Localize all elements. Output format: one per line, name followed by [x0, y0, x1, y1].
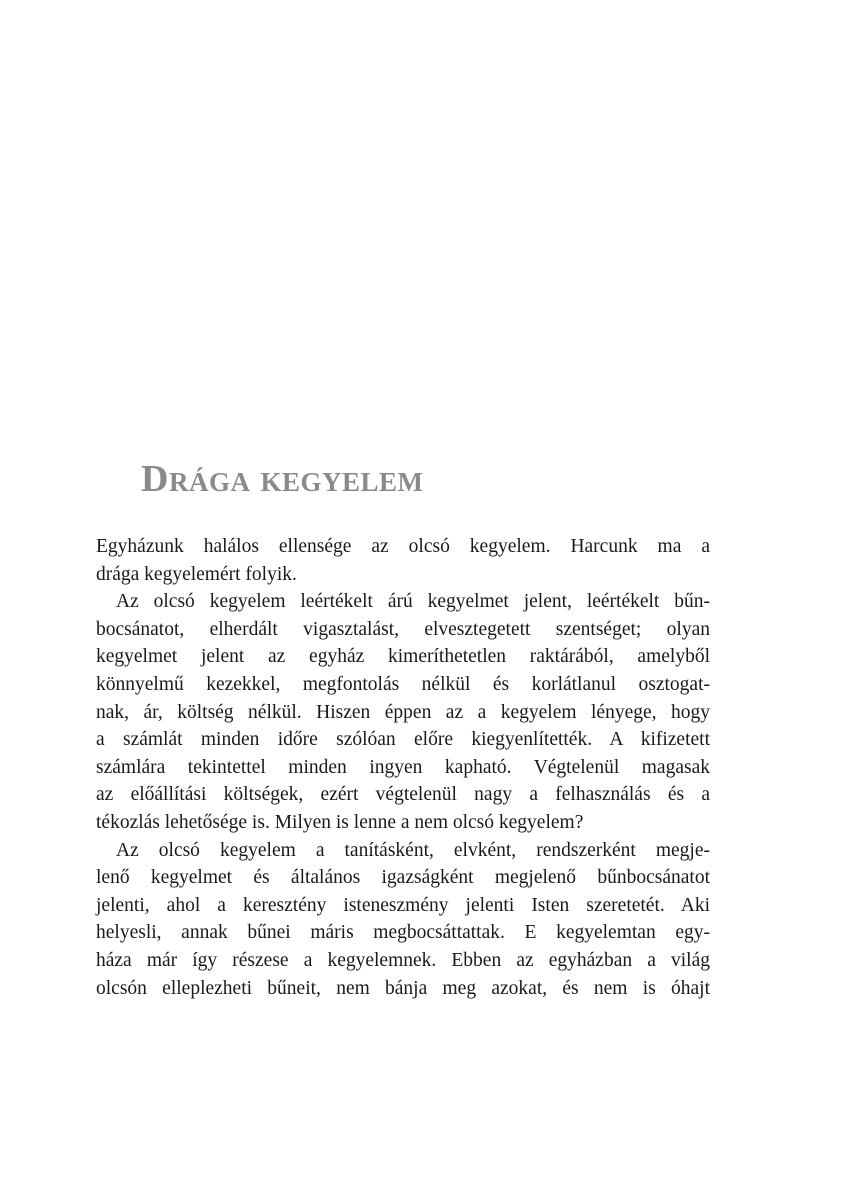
body-text: [96, 533, 710, 1002]
chapter-title: Drága kegyelem: [141, 458, 424, 500]
text-line: az előállítási költségek, ezért végtelenül nagy a felhasználás és a: [96, 784, 710, 806]
text-line: lenő kegyelmet és általános igazságként megjelenő bűnbocsánatot: [96, 867, 710, 889]
text-line: a számlát minden időre szólóan előre kiegyenlítették. A kifizetett: [96, 729, 710, 751]
text-line: Egyházunk halálos ellensége az olcsó kegyelem. Harcunk ma a: [96, 536, 710, 557]
text-line: kegyelmet jelent az egyház kimeríthetetlen raktárából, amelyből: [96, 646, 710, 668]
text-line: jelenti, ahol a keresztény isteneszmény jelenti Isten szeretetét. Aki: [96, 894, 710, 916]
text-line: drága kegyelemért folyik.: [96, 563, 297, 585]
text-line: Az olcsó kegyelem a tanításként, elvként, rendszerként megje-: [116, 839, 710, 861]
text-line: tékozlás lehetősége is. Milyen is lenne a nem olcsó kegyelem?: [96, 811, 584, 833]
text-line: számlára tekintettel minden ingyen kapható. Végtelenül magasak: [96, 756, 710, 778]
text-line: bocsánatot, elherdált vigasztalást, elvesztegetett szentséget; olyan: [96, 618, 710, 640]
text-line: nak, ár, költség nélkül. Hiszen éppen az a kegyelem lényege, hogy: [96, 701, 710, 723]
text-line: könnyelmű kezekkel, megfontolás nélkül és korlátlanul osztogat-: [96, 673, 710, 695]
text-line: háza már így részese a kegyelemnek. Ebben az egyházban a világ: [96, 949, 710, 971]
text-line: Az olcsó kegyelem leértékelt árú kegyelmet jelent, leértékelt bűn-: [116, 591, 710, 613]
text-line: olcsón elleplezheti bűneit, nem bánja meg azokat, és nem is óhajt: [96, 977, 710, 999]
text-line: helyesli, annak bűnei máris megbocsáttattak. E kegyelemtan egy-: [96, 922, 710, 944]
